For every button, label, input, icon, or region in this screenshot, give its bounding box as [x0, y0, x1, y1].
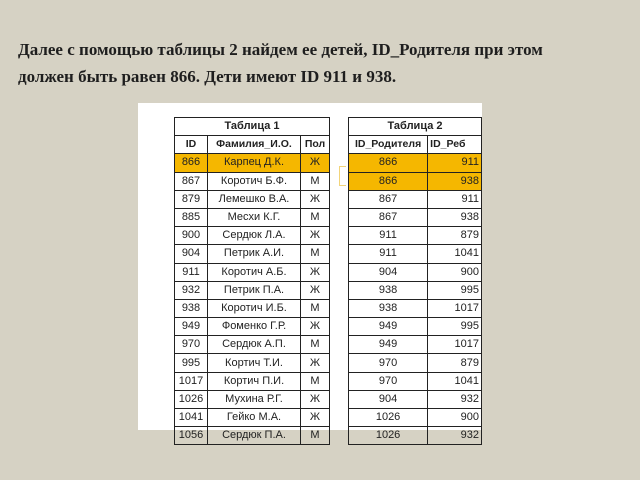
- table-row: [175, 154, 330, 172]
- table-row: [349, 354, 482, 372]
- cell-id: 1026: [175, 390, 208, 408]
- caption-line-1: Далее с помощью таблицы 2 найдем ее детей, ID_Родителя при этом: [18, 40, 543, 59]
- cell-child-id: 995: [428, 281, 482, 299]
- table-row: [349, 318, 482, 336]
- cell-id: 1017: [175, 372, 208, 390]
- cell-parent-id: 938: [349, 299, 428, 317]
- cell-id: 932: [175, 281, 208, 299]
- table-1: [174, 117, 330, 445]
- table-row: [175, 427, 330, 445]
- table-row: [175, 245, 330, 263]
- table-1-header-pol: Пол: [301, 136, 330, 154]
- cell-pol: Ж: [301, 263, 330, 281]
- table-row: [349, 409, 482, 427]
- cell-fio: Кортич Т.И.: [208, 354, 301, 372]
- cell-pol: М: [301, 245, 330, 263]
- cell-parent-id: 970: [349, 354, 428, 372]
- cell-fio: Сердюк П.А.: [208, 427, 301, 445]
- table-2: [348, 117, 482, 445]
- table-2-header-parent: ID_Родителя: [349, 136, 428, 154]
- table-1-title: Таблица 1: [175, 118, 330, 136]
- cell-child-id: 879: [428, 227, 482, 245]
- cell-parent-id: 867: [349, 190, 428, 208]
- cell-child-id: 879: [428, 354, 482, 372]
- cell-id: 1041: [175, 409, 208, 427]
- table-row: [175, 281, 330, 299]
- cell-id: 970: [175, 336, 208, 354]
- cell-fio: Фоменко Г.Р.: [208, 318, 301, 336]
- cell-parent-id: 911: [349, 245, 428, 263]
- cell-child-id: 911: [428, 190, 482, 208]
- table-1-header-fio: Фамилия_И.О.: [208, 136, 301, 154]
- table-row: [349, 208, 482, 226]
- cell-id: 879: [175, 190, 208, 208]
- cell-fio: Мухина Р.Г.: [208, 390, 301, 408]
- table-row: [349, 372, 482, 390]
- cell-id: 911: [175, 263, 208, 281]
- table-row: [175, 299, 330, 317]
- cell-child-id: 1017: [428, 336, 482, 354]
- cell-fio: Месхи К.Г.: [208, 208, 301, 226]
- cell-id: 867: [175, 172, 208, 190]
- cell-parent-id: 867: [349, 208, 428, 226]
- table-row: [349, 245, 482, 263]
- cell-parent-id: 866: [349, 172, 428, 190]
- table-row: [349, 154, 482, 172]
- table-row: [175, 190, 330, 208]
- table-2-header-child: ID_Реб: [428, 136, 482, 154]
- cell-pol: Ж: [301, 227, 330, 245]
- table-row: [175, 227, 330, 245]
- table-row: [175, 390, 330, 408]
- table-row: [175, 263, 330, 281]
- cell-fio: Гейко М.А.: [208, 409, 301, 427]
- cell-fio: Карпец Д.К.: [208, 154, 301, 172]
- table-row: [175, 372, 330, 390]
- cell-id: 995: [175, 354, 208, 372]
- cell-fio: Кортич П.И.: [208, 372, 301, 390]
- cell-parent-id: 970: [349, 372, 428, 390]
- cell-pol: Ж: [301, 390, 330, 408]
- cell-parent-id: 949: [349, 336, 428, 354]
- cell-fio: Сердюк А.П.: [208, 336, 301, 354]
- cell-child-id: 938: [428, 172, 482, 190]
- cell-pol: Ж: [301, 318, 330, 336]
- bracket-mark: [339, 166, 346, 186]
- cell-fio: Сердюк Л.А.: [208, 227, 301, 245]
- cell-child-id: 1041: [428, 245, 482, 263]
- cell-child-id: 900: [428, 263, 482, 281]
- cell-pol: Ж: [301, 281, 330, 299]
- table-row: [349, 172, 482, 190]
- cell-child-id: 911: [428, 154, 482, 172]
- cell-id: 900: [175, 227, 208, 245]
- cell-fio: Коротич А.Б.: [208, 263, 301, 281]
- cell-pol: М: [301, 427, 330, 445]
- table-row: [349, 336, 482, 354]
- table-2-body: [349, 154, 482, 445]
- table-row: [175, 208, 330, 226]
- cell-pol: М: [301, 372, 330, 390]
- cell-parent-id: 938: [349, 281, 428, 299]
- cell-fio: Лемешко В.А.: [208, 190, 301, 208]
- cell-pol: М: [301, 336, 330, 354]
- cell-child-id: 932: [428, 427, 482, 445]
- cell-id: 1056: [175, 427, 208, 445]
- table-1-header-id: ID: [175, 136, 208, 154]
- cell-parent-id: 1026: [349, 427, 428, 445]
- table-2-title: Таблица 2: [349, 118, 482, 136]
- tables-image: [138, 103, 482, 442]
- table-row: [349, 427, 482, 445]
- cell-parent-id: 949: [349, 318, 428, 336]
- cell-child-id: 1017: [428, 299, 482, 317]
- cell-id: 949: [175, 318, 208, 336]
- table-row: [349, 390, 482, 408]
- cell-pol: М: [301, 299, 330, 317]
- table-row: [175, 354, 330, 372]
- cell-parent-id: 904: [349, 390, 428, 408]
- table-row: [175, 409, 330, 427]
- cell-child-id: 932: [428, 390, 482, 408]
- table-row: [349, 281, 482, 299]
- table-row: [349, 227, 482, 245]
- cell-pol: М: [301, 172, 330, 190]
- table-row: [175, 318, 330, 336]
- cell-parent-id: 904: [349, 263, 428, 281]
- table-row: [349, 299, 482, 317]
- cell-child-id: 995: [428, 318, 482, 336]
- table-row: [349, 263, 482, 281]
- cell-fio: Коротич И.Б.: [208, 299, 301, 317]
- table-row: [175, 172, 330, 190]
- cell-id: 938: [175, 299, 208, 317]
- cell-id: 866: [175, 154, 208, 172]
- table-1-body: [175, 154, 330, 445]
- table-row: [175, 336, 330, 354]
- cell-parent-id: 1026: [349, 409, 428, 427]
- table-row: [349, 190, 482, 208]
- cell-id: 885: [175, 208, 208, 226]
- slide-caption: [18, 36, 618, 90]
- cell-pol: Ж: [301, 354, 330, 372]
- cell-parent-id: 911: [349, 227, 428, 245]
- cell-pol: Ж: [301, 409, 330, 427]
- cell-pol: Ж: [301, 190, 330, 208]
- caption-line-2: должен быть равен 866. Дети имеют ID 911 и 938.: [18, 67, 397, 86]
- cell-id: 904: [175, 245, 208, 263]
- cell-pol: М: [301, 208, 330, 226]
- cell-child-id: 1041: [428, 372, 482, 390]
- cell-child-id: 938: [428, 208, 482, 226]
- cell-fio: Петрик А.И.: [208, 245, 301, 263]
- cell-pol: Ж: [301, 154, 330, 172]
- cell-child-id: 900: [428, 409, 482, 427]
- cell-parent-id: 866: [349, 154, 428, 172]
- cell-fio: Петрик П.А.: [208, 281, 301, 299]
- cell-fio: Коротич Б.Ф.: [208, 172, 301, 190]
